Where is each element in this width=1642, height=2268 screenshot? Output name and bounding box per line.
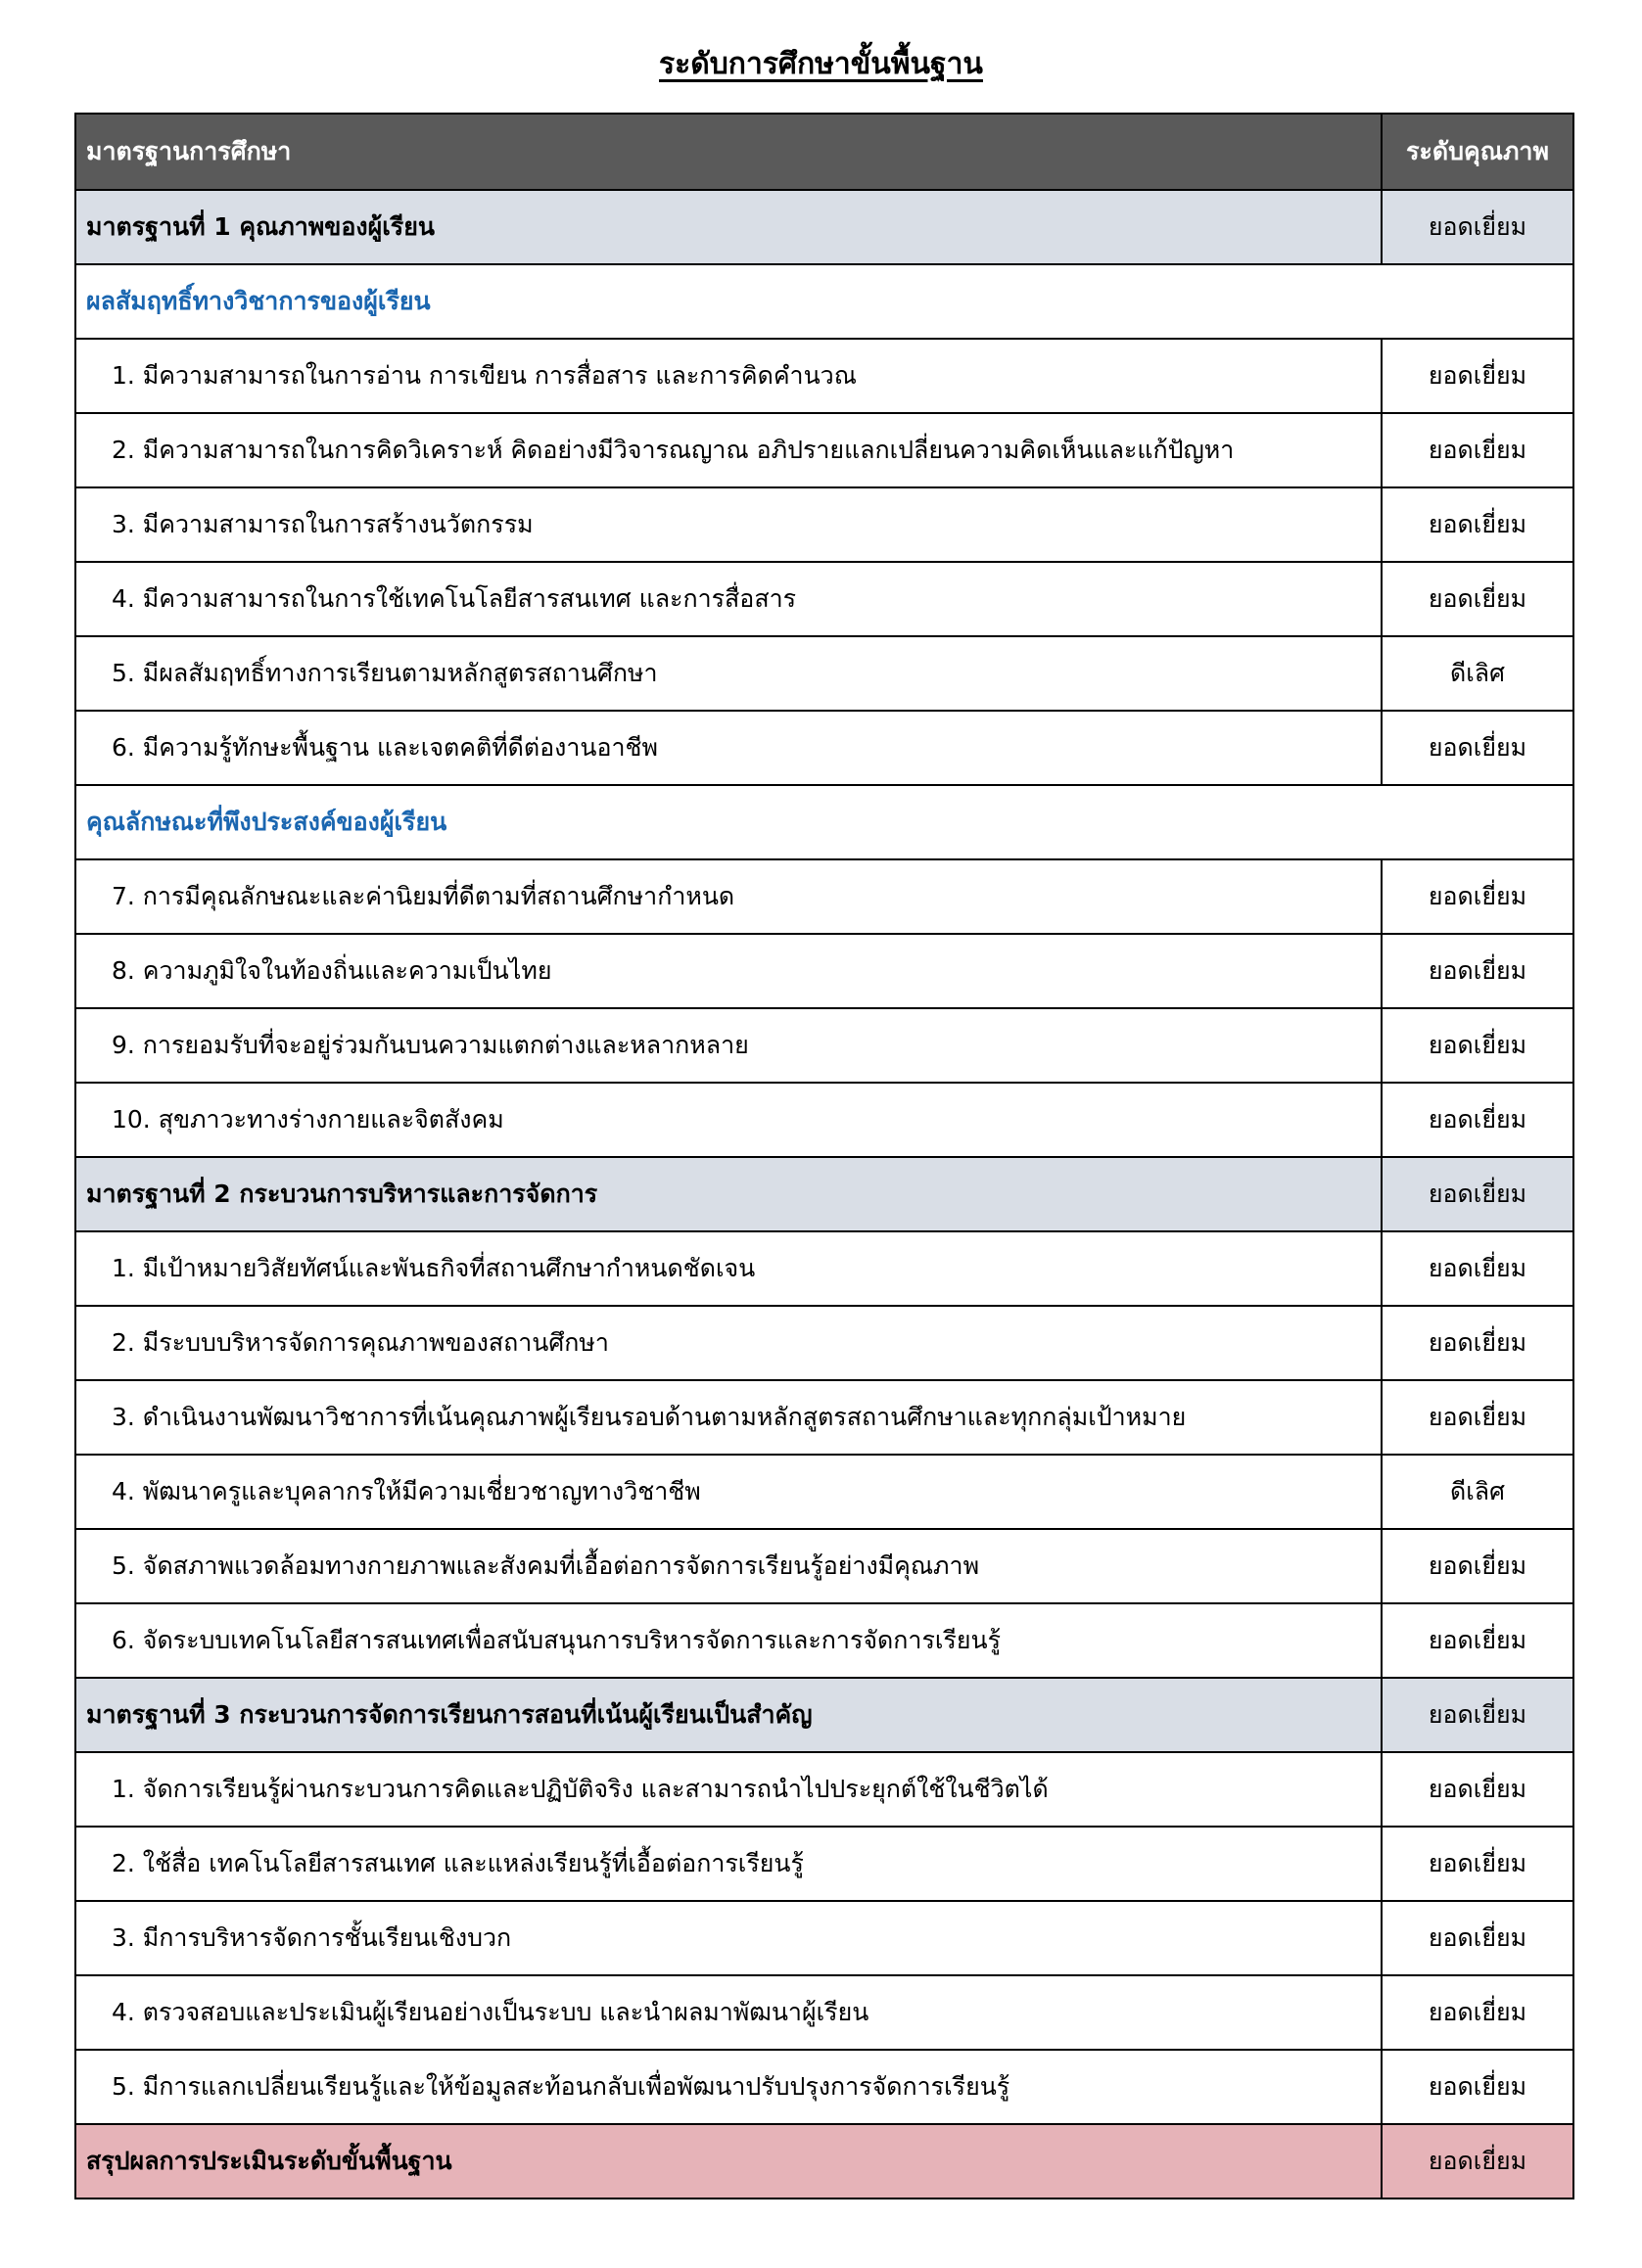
item-level: ยอดเยี่ยม <box>1382 1306 1573 1380</box>
summary-level: ยอดเยี่ยม <box>1382 2124 1573 2199</box>
item-level: ยอดเยี่ยม <box>1382 1231 1573 1306</box>
item-level: ยอดเยี่ยม <box>1382 1975 1573 2050</box>
table-row <box>75 934 1573 1008</box>
item-text: 1. จัดการเรียนรู้ผ่านกระบวนการคิดและปฏิบัติจริง และสามารถนำไปประยุกต์ใช้ในชีวิตได้ <box>75 1752 1382 1827</box>
item-text: 7. การมีคุณลักษณะและค่านิยมที่ดีตามที่สถานศึกษากำหนด <box>75 859 1382 934</box>
standard-level: ยอดเยี่ยม <box>1382 1678 1573 1752</box>
item-text: 1. มีความสามารถในการอ่าน การเขียน การสื่อสาร และการคิดคำนวณ <box>75 339 1382 413</box>
item-text: 1. มีเป้าหมายวิสัยทัศน์และพันธกิจที่สถานศึกษากำหนดชัดเจน <box>75 1231 1382 1306</box>
item-text: 4. พัฒนาครูและบุคลากรให้มีความเชี่ยวชาญทางวิชาชีพ <box>75 1455 1382 1529</box>
item-level: ยอดเยี่ยม <box>1382 1603 1573 1678</box>
page-title: ระดับการศึกษาขั้นพื้นฐาน <box>659 47 983 81</box>
item-level: ยอดเยี่ยม <box>1382 1380 1573 1455</box>
standard-row <box>75 1678 1573 1752</box>
item-text: 4. มีความสามารถในการใช้เทคโนโลยีสารสนเทศ และการสื่อสาร <box>75 562 1382 636</box>
header-level: ระดับคุณภาพ <box>1382 114 1573 190</box>
table-row <box>75 1827 1573 1901</box>
table-row <box>75 1231 1573 1306</box>
item-text: 2. มีระบบบริหารจัดการคุณภาพของสถานศึกษา <box>75 1306 1382 1380</box>
subsection-row <box>75 264 1573 339</box>
standard-title: มาตรฐานที่ 2 กระบวนการบริหารและการจัดการ <box>75 1157 1382 1231</box>
standard-row <box>75 190 1573 264</box>
item-text: 3. ดำเนินงานพัฒนาวิชาการที่เน้นคุณภาพผู้เรียนรอบด้านตามหลักสูตรสถานศึกษาและทุกกลุ่มเป้าหมาย <box>75 1380 1382 1455</box>
item-level: ดีเลิศ <box>1382 1455 1573 1529</box>
subsection-title: คุณลักษณะที่พึงประสงค์ของผู้เรียน <box>75 785 1573 859</box>
item-text: 5. จัดสภาพแวดล้อมทางกายภาพและสังคมที่เอื้อต่อการจัดการเรียนรู้อย่างมีคุณภาพ <box>75 1529 1382 1603</box>
item-level: ยอดเยี่ยม <box>1382 2050 1573 2124</box>
item-text: 2. ใช้สื่อ เทคโนโลยีสารสนเทศ และแหล่งเรียนรู้ที่เอื้อต่อการเรียนรู้ <box>75 1827 1382 1901</box>
standard-title: มาตรฐานที่ 1 คุณภาพของผู้เรียน <box>75 190 1382 264</box>
item-level: ยอดเยี่ยม <box>1382 934 1573 1008</box>
table-row <box>75 1008 1573 1083</box>
table-row <box>75 1455 1573 1529</box>
table-row <box>75 636 1573 711</box>
standard-title: มาตรฐานที่ 3 กระบวนการจัดการเรียนการสอนที่เน้นผู้เรียนเป็นสำคัญ <box>75 1678 1382 1752</box>
subsection-row <box>75 785 1573 859</box>
item-level: ยอดเยี่ยม <box>1382 1529 1573 1603</box>
table-row <box>75 1306 1573 1380</box>
item-text: 5. มีการแลกเปลี่ยนเรียนรู้และให้ข้อมูลสะท้อนกลับเพื่อพัฒนาปรับปรุงการจัดการเรียนรู้ <box>75 2050 1382 2124</box>
item-text: 10. สุขภาวะทางร่างกายและจิตสังคม <box>75 1083 1382 1157</box>
item-text: 8. ความภูมิใจในท้องถิ่นและความเป็นไทย <box>75 934 1382 1008</box>
summary-row <box>75 2124 1573 2199</box>
item-text: 6. จัดระบบเทคโนโลยีสารสนเทศเพื่อสนับสนุนการบริหารจัดการและการจัดการเรียนรู้ <box>75 1603 1382 1678</box>
table-row <box>75 1901 1573 1975</box>
table-row <box>75 1975 1573 2050</box>
table-row <box>75 2050 1573 2124</box>
item-text: 5. มีผลสัมฤทธิ์ทางการเรียนตามหลักสูตรสถานศึกษา <box>75 636 1382 711</box>
item-text: 6. มีความรู้ทักษะพื้นฐาน และเจตคติที่ดีต่องานอาชีพ <box>75 711 1382 785</box>
item-level: ยอดเยี่ยม <box>1382 339 1573 413</box>
item-level: ดีเลิศ <box>1382 636 1573 711</box>
table-row <box>75 413 1573 487</box>
item-level: ยอดเยี่ยม <box>1382 1901 1573 1975</box>
item-text: 4. ตรวจสอบและประเมินผู้เรียนอย่างเป็นระบบ และนำผลมาพัฒนาผู้เรียน <box>75 1975 1382 2050</box>
quality-table <box>74 113 1574 2199</box>
table-row <box>75 1380 1573 1455</box>
item-text: 3. มีการบริหารจัดการชั้นเรียนเชิงบวก <box>75 1901 1382 1975</box>
table-row <box>75 562 1573 636</box>
header-standard: มาตรฐานการศึกษา <box>75 114 1382 190</box>
table-row <box>75 859 1573 934</box>
table-row <box>75 1529 1573 1603</box>
table-header-row <box>75 114 1573 190</box>
item-level: ยอดเยี่ยม <box>1382 413 1573 487</box>
table-row <box>75 1603 1573 1678</box>
item-level: ยอดเยี่ยม <box>1382 1827 1573 1901</box>
standard-level: ยอดเยี่ยม <box>1382 1157 1573 1231</box>
table-row <box>75 1083 1573 1157</box>
table-row <box>75 1752 1573 1827</box>
item-level: ยอดเยี่ยม <box>1382 1083 1573 1157</box>
item-text: 2. มีความสามารถในการคิดวิเคราะห์ คิดอย่างมีวิจารณญาณ อภิปรายแลกเปลี่ยนความคิดเห็นและแก้ปัญหา <box>75 413 1382 487</box>
item-level: ยอดเยี่ยม <box>1382 487 1573 562</box>
item-level: ยอดเยี่ยม <box>1382 1752 1573 1827</box>
item-level: ยอดเยี่ยม <box>1382 562 1573 636</box>
subsection-title: ผลสัมฤทธิ์ทางวิชาการของผู้เรียน <box>75 264 1573 339</box>
item-text: 9. การยอมรับที่จะอยู่ร่วมกันบนความแตกต่างและหลากหลาย <box>75 1008 1382 1083</box>
item-level: ยอดเยี่ยม <box>1382 711 1573 785</box>
summary-title: สรุปผลการประเมินระดับขั้นพื้นฐาน <box>75 2124 1382 2199</box>
item-text: 3. มีความสามารถในการสร้างนวัตกรรม <box>75 487 1382 562</box>
standard-row <box>75 1157 1573 1231</box>
item-level: ยอดเยี่ยม <box>1382 1008 1573 1083</box>
table-row <box>75 487 1573 562</box>
standard-level: ยอดเยี่ยม <box>1382 190 1573 264</box>
table-row <box>75 711 1573 785</box>
table-row <box>75 339 1573 413</box>
item-level: ยอดเยี่ยม <box>1382 859 1573 934</box>
